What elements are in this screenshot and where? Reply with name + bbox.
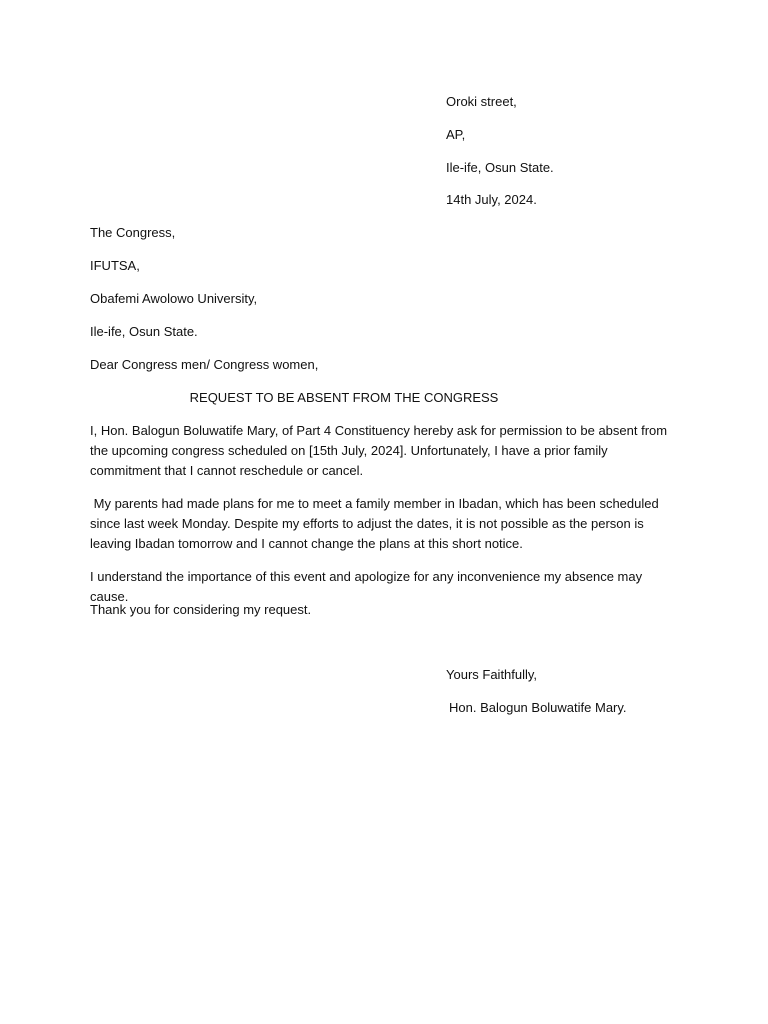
letter-subject: REQUEST TO BE ABSENT FROM THE CONGRESS	[189, 390, 499, 405]
recipient-line-4: Ile-ife, Osun State.	[90, 324, 198, 339]
salutation: Dear Congress men/ Congress women,	[90, 357, 319, 372]
recipient-line-3: Obafemi Awolowo University,	[90, 291, 258, 306]
body-paragraph-4: Thank you for considering my request.	[90, 602, 312, 617]
closing-line: Yours Faithfully,	[446, 667, 538, 682]
sender-address-line-1: Oroki street,	[446, 94, 517, 109]
sender-address-line-2: AP,	[446, 127, 466, 142]
recipient-line-2: IFUTSA,	[90, 258, 140, 273]
recipient-line-1: The Congress,	[90, 225, 176, 240]
body-paragraph-3: I understand the importance of this event and apologize for any inconvenience my absence may cause.	[90, 569, 643, 604]
letter-date: 14th July, 2024.	[446, 192, 537, 207]
body-paragraph-1: I, Hon. Balogun Boluwatife Mary, of Part 4 Constituency hereby ask for permission to be absent from the upcoming congress scheduled on [15th July, 2024]. Unfortunately, I have a prior family commitment that I cannot reschedule or cancel.	[90, 423, 668, 478]
signature-name: Hon. Balogun Boluwatife Mary.	[449, 700, 627, 715]
sender-address-line-3: Ile-ife, Osun State.	[446, 160, 554, 175]
body-paragraph-2: My parents had made plans for me to meet a family member in Ibadan, which has been scheduled since last week Monday. Despite my efforts to adjust the dates, it is not possible as the person is leaving Ibadan tomorrow and I cannot change the plans at this short notice.	[90, 496, 663, 551]
